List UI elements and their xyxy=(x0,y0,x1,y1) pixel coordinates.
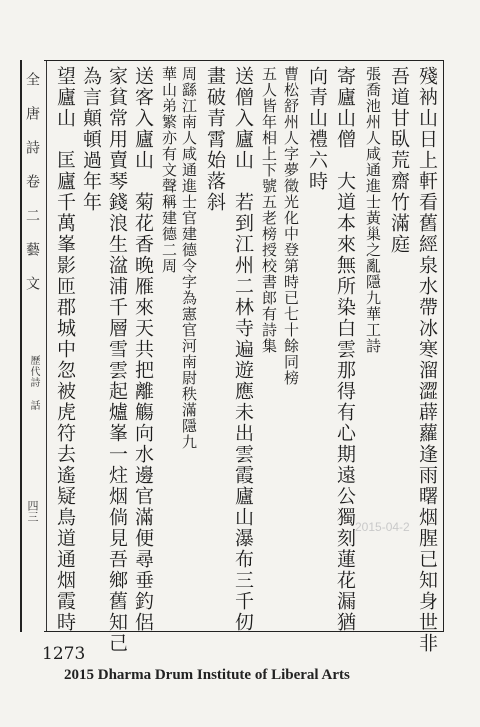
text-column-10: 周繇江南人咸通進士官建德令字為憲官河南尉秩滿隱九 xyxy=(180,66,198,450)
text-column-6: 曹松舒州人字夢徵光化中登第時已七十餘同榜 xyxy=(282,66,300,386)
text-column-7: 五人皆年相上下號五老榜授校書郎有詩集 xyxy=(260,66,278,354)
text-column-13: 家貧常用賣琴錢浪生湓浦千層雪雲起爐峯一炷烟倘見吾鄉舊知己 xyxy=(106,66,128,654)
gutter-subtitle: 歷代詩 話 xyxy=(28,355,39,411)
text-column-2: 吾道甘臥荒齋竹滿庭 xyxy=(388,66,410,255)
text-column-5: 向青山禮六時 xyxy=(306,66,328,192)
gutter-title: 全 唐 詩 卷 二 藝 文 xyxy=(24,72,40,292)
text-column-9: 畫破青霄始落斜 xyxy=(204,66,226,213)
page-number: 1273 xyxy=(42,644,86,664)
text-column-4: 寄廬山僧 大道本來無所染白雲那得有心期遠公獨刻蓮花漏猶 xyxy=(334,66,356,633)
text-column-12: 送客入廬山 菊花香晚雁來天共把離觴向水邊官滿便尋垂釣侶 xyxy=(132,66,154,633)
date-stamp: 2015-04-2 xyxy=(355,520,410,534)
gutter-folio: 四三 xyxy=(26,500,39,522)
text-column-8: 送僧入廬山 若到江州二林寺遍遊應未出雲霞廬山瀑布三千仞 xyxy=(232,66,254,633)
text-column-3: 張喬池州人咸通進士黃巢之亂隱九華工詩 xyxy=(364,66,382,354)
watermark: 2015 Dharma Drum Institute of Liberal Arts xyxy=(64,667,350,683)
text-column-1: 殘衲山日上軒看舊經泉水帶冰寒溜澀薜蘿逢雨曙烟腥已知身世非 xyxy=(416,66,438,654)
text-column-14: 為言顛頓過年年 xyxy=(80,66,102,213)
text-column-15: 望廬山 匡廬千萬峯影匝郡城中忽被虎符去遙疑鳥道通烟霞時 xyxy=(54,66,76,633)
text-column-11: 華山弟繁亦有文聲稱建德二周 xyxy=(160,66,178,274)
